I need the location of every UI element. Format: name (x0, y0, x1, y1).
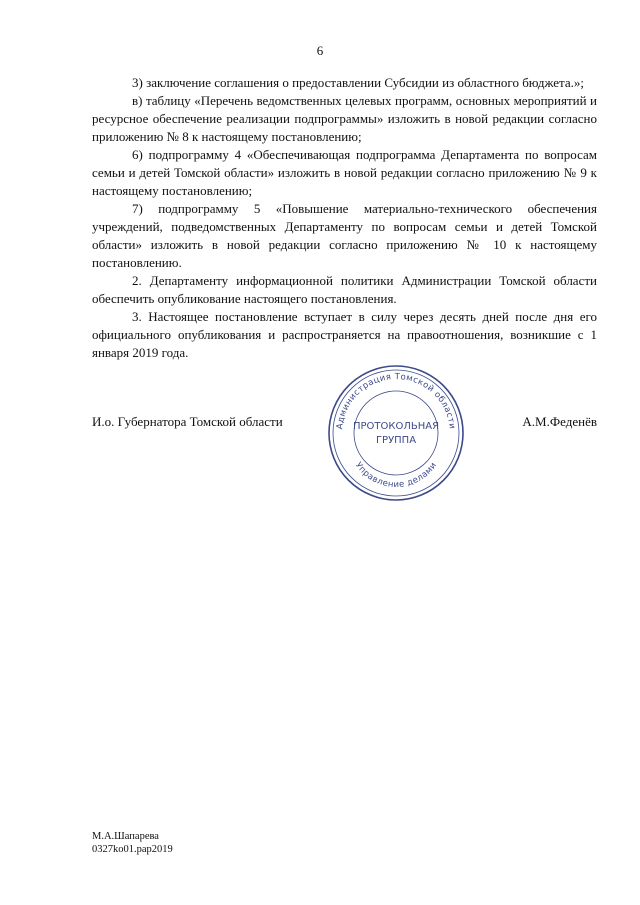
executor-name: М.А.Шапарева (92, 831, 159, 842)
paragraph: 2. Департаменту информационной политики Администрации Томской области обеспечить опубликование настоящего постановления. (92, 273, 597, 306)
document-body (92, 74, 597, 362)
paragraph: 6) подпрограмму 4 «Обеспечивающая подпрограмма Департамента по вопросам семьи и детей Томской области» изложить в новой редакции согласно приложению № 9 к настоящему постановлению; (92, 147, 597, 198)
paragraph: в) таблицу «Перечень ведомственных целевых программ, основных мероприятий и ресурсное обеспечение реализации подпрограммы» изложить в новой редакции согласно приложению № 8 к настоящему постановлению; (92, 93, 597, 144)
stamp-rings (329, 366, 463, 500)
signer-name: А.М.Феденёв (522, 414, 597, 429)
signatory-position: И.о. Губернатора Томской области (92, 414, 283, 429)
stamp-inner-line2: ГРУППА (375, 435, 417, 446)
stamp-bottom-text: Управление делами (352, 460, 440, 491)
footer (92, 830, 173, 856)
paragraph: 7) подпрограмму 5 «Повышение материально-технического обеспечения учреждений, подведомственных Департаменту по вопросам семьи и детей Томской области» изложить в новой редакции согласно приложению № 10 к настоящему постановлению. (92, 201, 597, 270)
page-number: 6 (316, 43, 324, 58)
stamp-outer-text: Администрация Томской области (335, 371, 457, 430)
official-stamp (326, 363, 466, 503)
paragraph: 3) заключение соглашения о предоставлении Субсидии из областного бюджета.»; (132, 75, 585, 90)
stamp-inner-line1: ПРОТОКОЛЬНАЯ (352, 421, 440, 432)
file-reference: 0327ko01.pap2019 (92, 844, 173, 855)
paragraph: 3. Настоящее постановление вступает в силу через десять дней после дня его официального опубликования и распространяется на правоотношения, возникшие с 1 января 2019 года. (92, 309, 597, 360)
